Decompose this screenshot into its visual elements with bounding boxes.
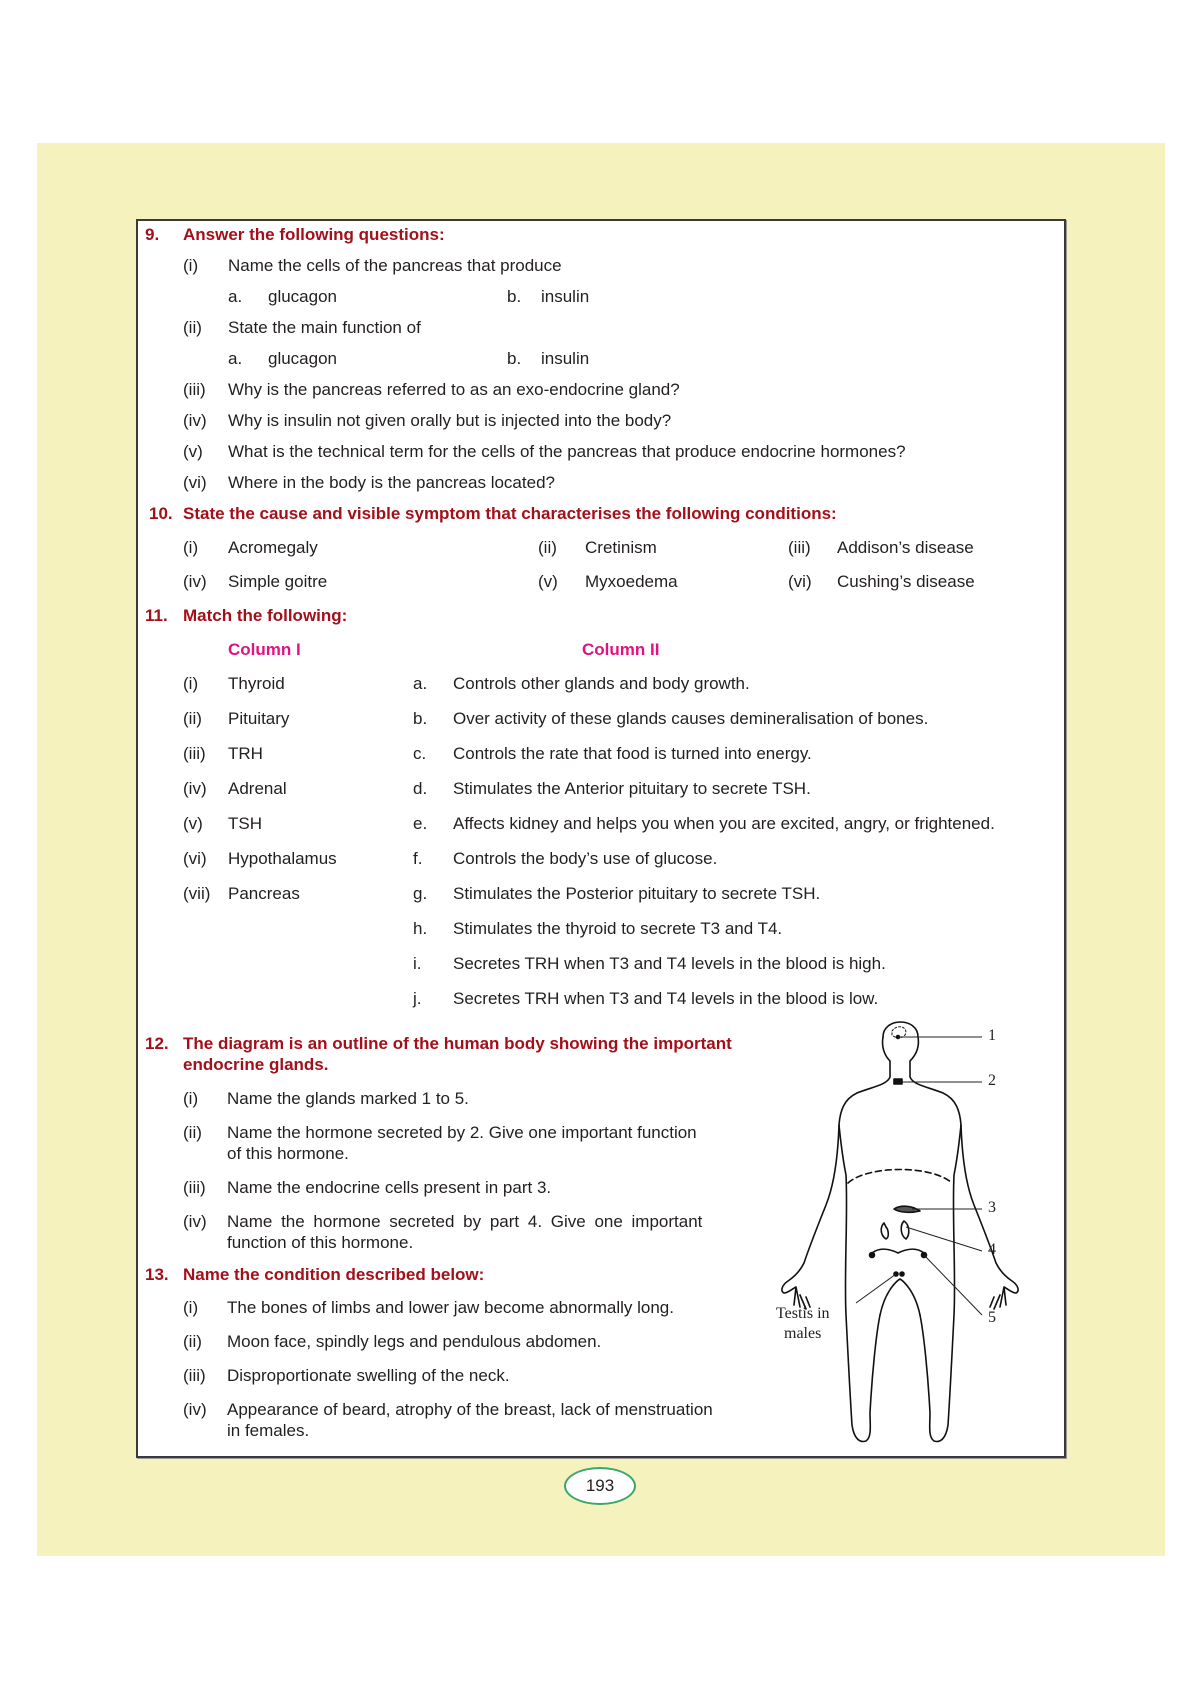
thyroid-gland [894, 1079, 902, 1084]
q9-item-num: (v) [183, 442, 203, 461]
q11-col2-header: Column II [582, 640, 660, 659]
gland-label-5: 5 [988, 1309, 996, 1326]
q9-sub-label: a. [228, 287, 243, 306]
q11-col2-item: Controls the body’s use of glucose. [453, 849, 718, 868]
q11-col2-item: Secretes TRH when T3 and T4 levels in the blood is low. [453, 989, 879, 1008]
gland-label-1: 1 [988, 1027, 996, 1044]
q11-col2-letter: c. [413, 744, 427, 763]
q13-number: 13. [145, 1265, 169, 1284]
q10-item-text: Simple goitre [228, 572, 328, 591]
q9-item-num: (iii) [183, 380, 206, 399]
q9-item-num: (iv) [183, 411, 207, 430]
q12-item-text: Name the hormone secreted by 2. Give one important function [227, 1123, 697, 1142]
q11-col2-item: Controls the rate that food is turned into energy. [453, 744, 812, 763]
q11-title: Match the following: [183, 606, 348, 625]
testis-label-line2: males [784, 1325, 822, 1342]
q10-item-num: (iv) [183, 572, 207, 591]
q9-item-text: Why is insulin not given orally but is injected into the body? [228, 411, 672, 430]
q11-col2-letter: a. [413, 674, 428, 693]
q12-title-line1: The diagram is an outline of the human body showing the important [183, 1034, 732, 1053]
q9-number: 9. [145, 225, 160, 244]
q11-col1-num: (iii) [183, 744, 206, 763]
q10-item-num: (iii) [788, 538, 811, 557]
adrenal-gland-left [881, 1223, 888, 1239]
q9-sub-label: b. [507, 349, 522, 368]
q11-col2-item: Stimulates the Anterior pituitary to secrete TSH. [453, 779, 811, 798]
q11-col2-letter: j. [413, 989, 422, 1008]
q10-number: 10. [149, 504, 173, 523]
q10-item-text: Myxoedema [585, 572, 678, 591]
q12-item-num: (i) [183, 1089, 199, 1108]
q11-col1-num: (ii) [183, 709, 202, 728]
q10-item-text: Acromegaly [228, 538, 318, 557]
q12-number: 12. [145, 1034, 169, 1053]
q10-item-text: Cushing’s disease [837, 572, 975, 591]
q13-title: Name the condition described below: [183, 1265, 485, 1284]
q11-col1-item: Hypothalamus [228, 849, 337, 868]
q12-item-text: of this hormone. [227, 1144, 349, 1163]
q12-item-num: (iv) [183, 1212, 207, 1231]
q9-sub-text: glucagon [268, 349, 338, 368]
q11-col2-item: Secretes TRH when T3 and T4 levels in the blood is high. [453, 954, 886, 973]
leader-line-4 [906, 1227, 982, 1251]
q9-item-num: (ii) [183, 318, 202, 337]
q12-item-num: (iii) [183, 1178, 206, 1197]
q11-col1-header: Column I [228, 640, 301, 659]
q9-item-text: Name the cells of the pancreas that produce [228, 256, 562, 275]
q11-col2-item: Controls other glands and body growth. [453, 674, 750, 693]
q11-number: 11. [145, 606, 168, 625]
q9-item-text: Why is the pancreas referred to as an exo-endocrine gland? [228, 380, 680, 399]
leader-line-5 [924, 1255, 982, 1315]
ovaries-structure [872, 1249, 924, 1253]
endocrine-body-diagram [768, 1015, 1058, 1455]
body-outline-svg [768, 1015, 1058, 1455]
q13-item-text: Moon face, spindly legs and pendulous abdomen. [227, 1332, 602, 1351]
q10-item-num: (i) [183, 538, 199, 557]
q11-col2-letter: f. [413, 849, 423, 868]
q12-item-text: Name the endocrine cells present in part 3. [227, 1178, 552, 1197]
q10-title: State the cause and visible symptom that characterises the following conditions: [183, 504, 837, 523]
q12-item-text: Name the hormone secreted by part 4. Give one important [227, 1212, 703, 1231]
body-left-side [782, 1037, 890, 1309]
q11-col1-item: Thyroid [228, 674, 285, 693]
q13-item-text: in females. [227, 1421, 310, 1440]
q10-item-text: Cretinism [585, 538, 657, 557]
q13-item-num: (ii) [183, 1332, 202, 1351]
testis-label-line1: Testis in [776, 1305, 830, 1322]
q12-title-line2: endocrine glands. [183, 1055, 329, 1074]
q9-item-text: State the main function of [228, 318, 421, 337]
body-head [883, 1022, 1018, 1309]
body-diaphragm [848, 1170, 952, 1184]
q9-sub-text: glucagon [268, 287, 338, 306]
q10-item-text: Addison’s disease [837, 538, 974, 557]
q11-col2-letter: g. [413, 884, 428, 903]
q11-col2-letter: i. [413, 954, 422, 973]
page-number: 193 [564, 1467, 636, 1505]
q12-item-num: (ii) [183, 1123, 202, 1142]
q11-col1-item: Pancreas [228, 884, 300, 903]
q11-col1-num: (vii) [183, 884, 211, 903]
body-crotch [880, 1279, 920, 1315]
q9-sub-text: insulin [541, 349, 590, 368]
q13-item-text: Appearance of beard, atrophy of the breast, lack of menstruation [227, 1400, 713, 1419]
gland-label-2: 2 [988, 1072, 996, 1089]
q12-item-text: Name the glands marked 1 to 5. [227, 1089, 469, 1108]
q13-item-text: The bones of limbs and lower jaw become abnormally long. [227, 1298, 674, 1317]
gland-label-3: 3 [988, 1199, 996, 1216]
q9-item-text: Where in the body is the pancreas located? [228, 473, 555, 492]
q11-col1-num: (v) [183, 814, 203, 833]
q13-item-text: Disproportionate swelling of the neck. [227, 1366, 510, 1385]
adrenal-gland-right [901, 1221, 909, 1239]
q11-col2-item: Over activity of these glands causes demineralisation of bones. [453, 709, 929, 728]
q11-col2-letter: d. [413, 779, 428, 798]
q11-col1-num: (i) [183, 674, 199, 693]
q11-col2-letter: b. [413, 709, 428, 728]
q13-item-num: (i) [183, 1298, 199, 1317]
q11-col1-item: TSH [228, 814, 262, 833]
q11-col2-item: Affects kidney and helps you when you are excited, angry, or frightened. [453, 814, 995, 833]
q10-item-num: (ii) [538, 538, 557, 557]
q10-item-num: (v) [538, 572, 558, 591]
q9-sub-label: b. [507, 287, 522, 306]
q12-item-text: function of this hormone. [227, 1233, 414, 1252]
q11-col1-num: (vi) [183, 849, 207, 868]
q11-col1-item: TRH [228, 744, 263, 763]
q11-col2-item: Stimulates the Posterior pituitary to secrete TSH. [453, 884, 821, 903]
q11-col2-letter: e. [413, 814, 428, 833]
q9-sub-text: insulin [541, 287, 590, 306]
q11-col1-num: (iv) [183, 779, 207, 798]
q9-sub-label: a. [228, 349, 243, 368]
q11-col1-item: Adrenal [228, 779, 287, 798]
body-left-torso [839, 1125, 880, 1441]
q9-item-num: (i) [183, 256, 199, 275]
q10-item-num: (vi) [788, 572, 812, 591]
q9-item-num: (vi) [183, 473, 207, 492]
q9-title: Answer the following questions: [183, 225, 445, 244]
q11-col2-letter: h. [413, 919, 428, 938]
q9-item-text: What is the technical term for the cells of the pancreas that produce endocrine hormones? [228, 442, 906, 461]
gland-label-4: 4 [988, 1241, 996, 1258]
q13-item-num: (iii) [183, 1366, 206, 1385]
q13-item-num: (iv) [183, 1400, 207, 1419]
q11-col1-item: Pituitary [228, 709, 290, 728]
q11-col2-item: Stimulates the thyroid to secrete T3 and T4. [453, 919, 783, 938]
